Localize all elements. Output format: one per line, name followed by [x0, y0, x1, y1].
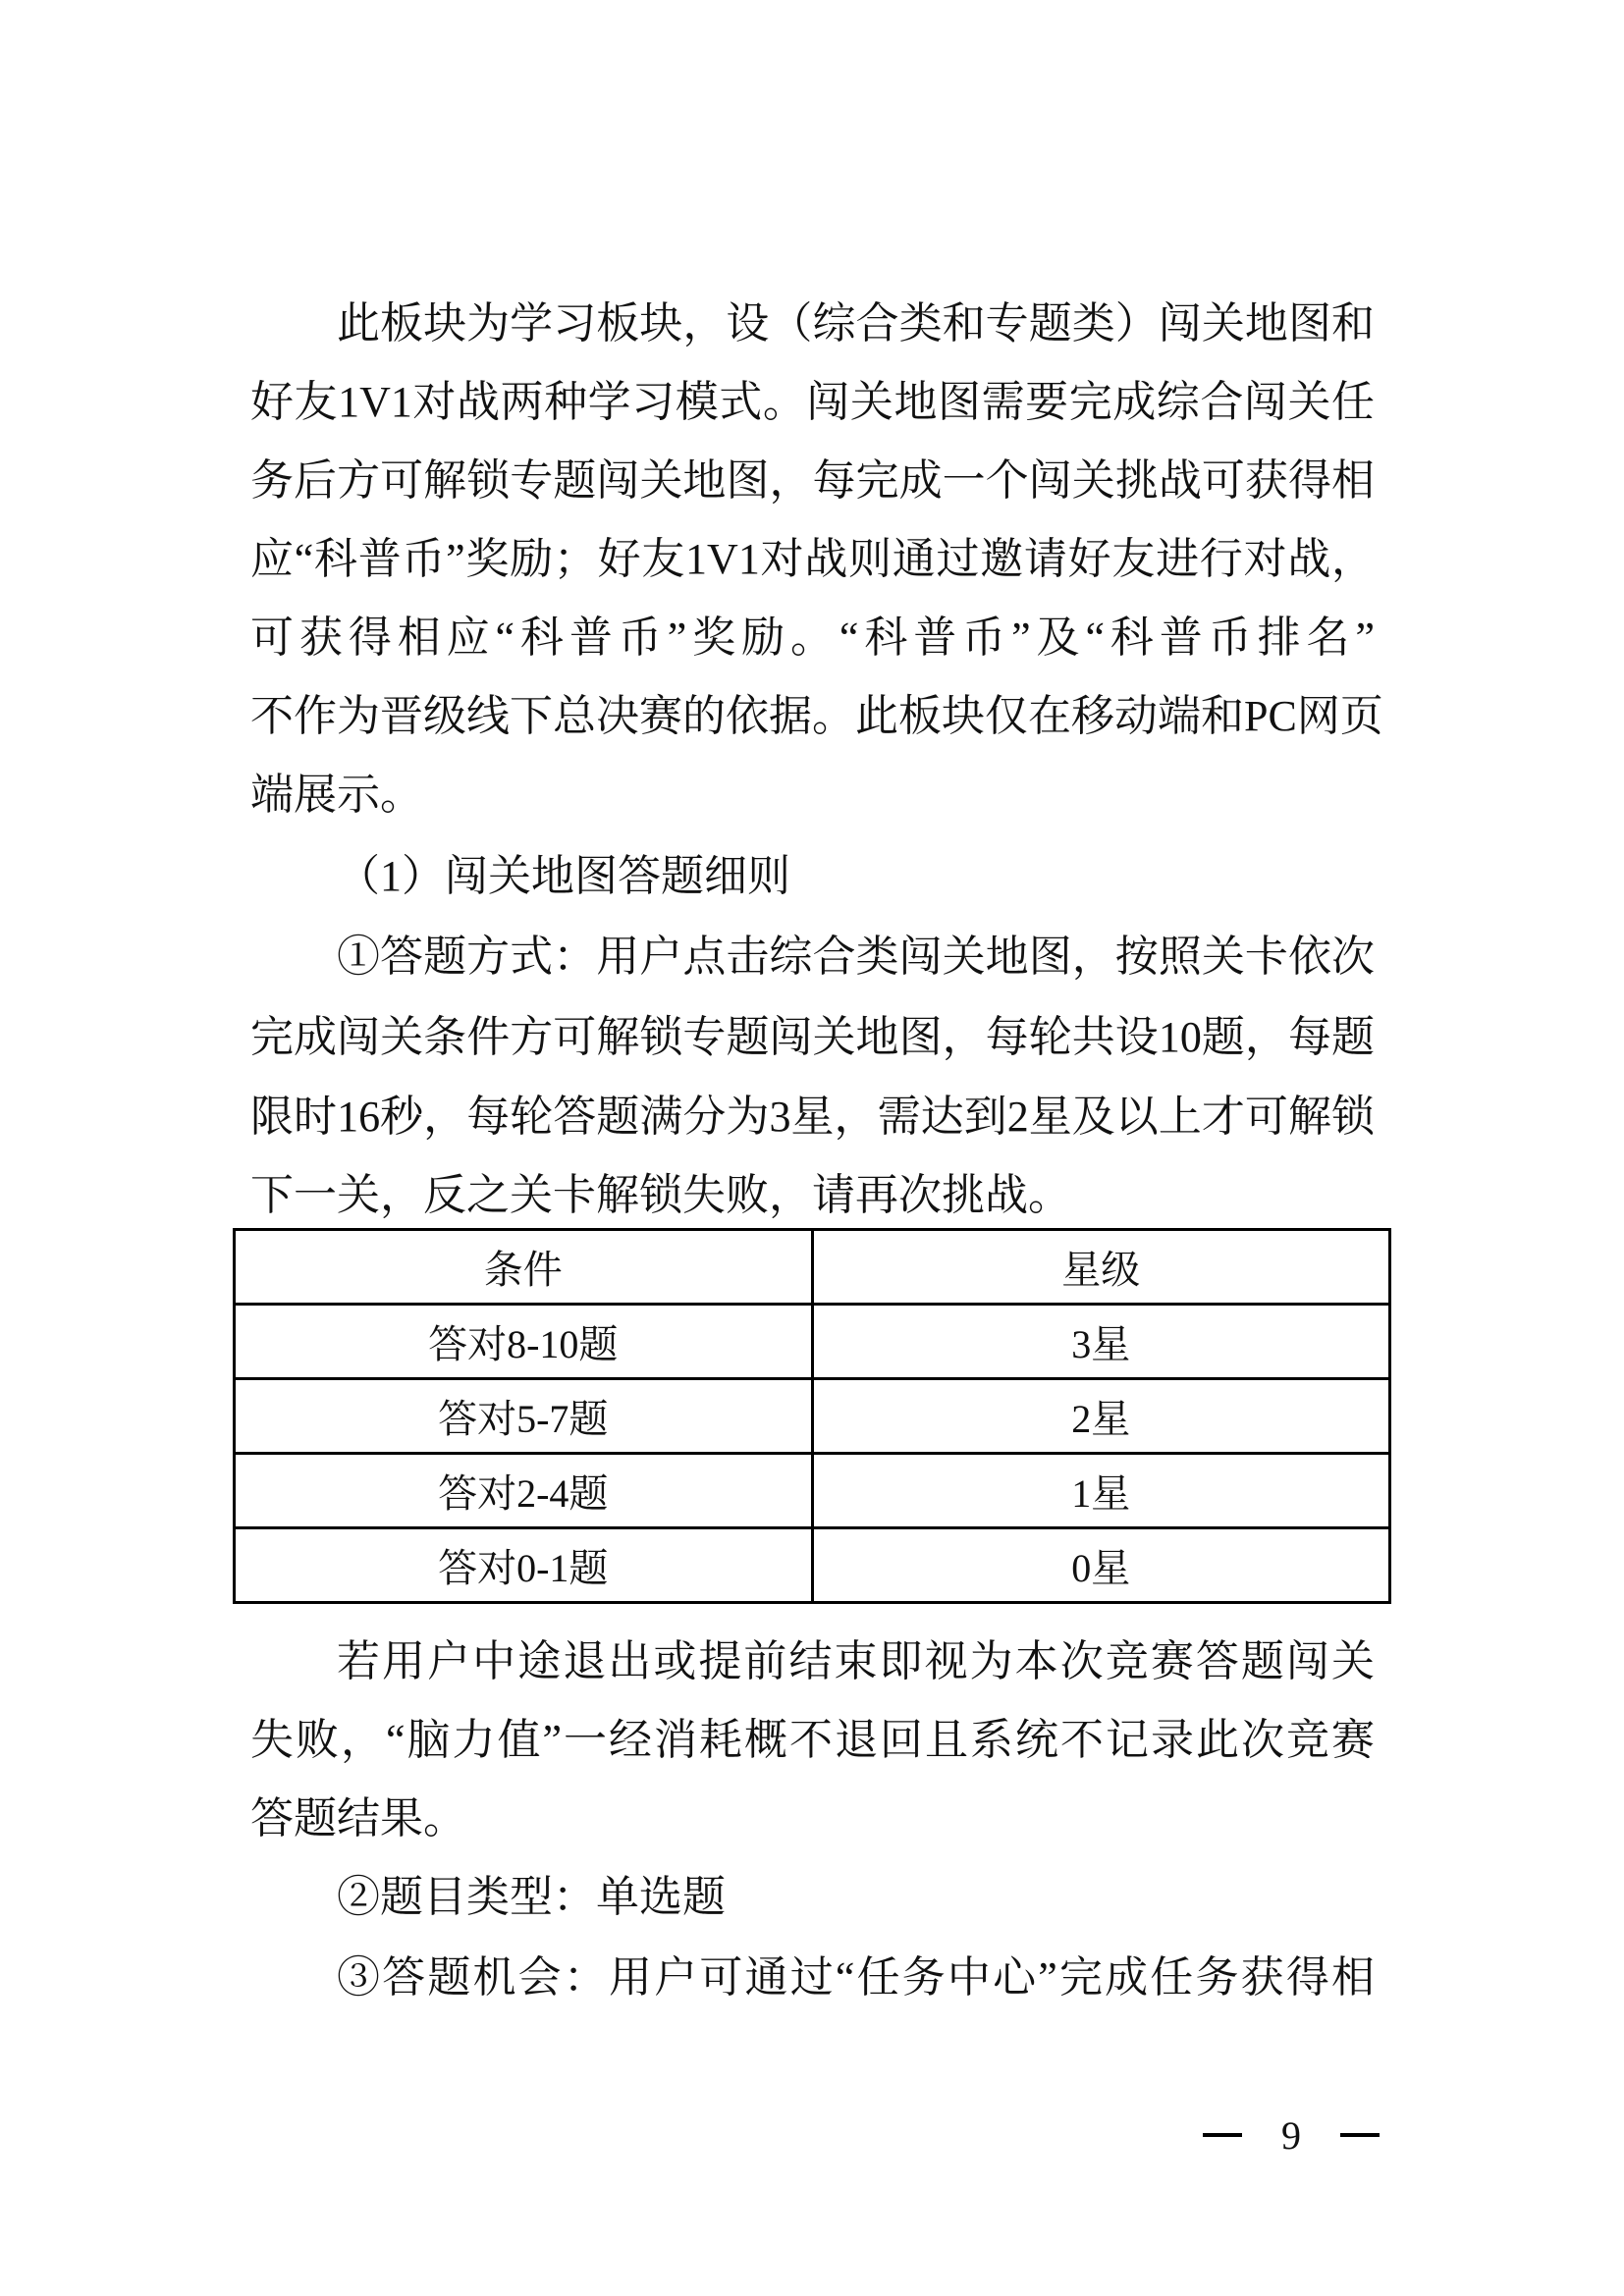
page-number [1203, 2110, 1380, 2160]
text-line: 不作为晋级线下总决赛的依据。此板块仅在移动端和PC网页 [250, 692, 1383, 740]
rule-answer-chances: ③答题机会：用户可通过“任务中心”完成任务获得相 [337, 1953, 1375, 2002]
page-number-value: 9 [1281, 2112, 1301, 2158]
text-line: 端展示。 [250, 771, 423, 819]
text-line: 若用户中途退出或提前结束即视为本次竞赛答题闯关 [337, 1637, 1375, 1685]
table-row [235, 1379, 1390, 1454]
dash-right-icon [1340, 2133, 1380, 2137]
star-rating-table [233, 1228, 1391, 1604]
table-cell-condition: 答对2-4题 [235, 1454, 813, 1528]
table-cell-condition: 答对0-1题 [235, 1528, 813, 1603]
table-cell-stars: 1星 [812, 1454, 1390, 1528]
column-header-condition: 条件 [235, 1230, 813, 1305]
table-row [235, 1305, 1390, 1379]
text-line: 可获得相应“科普币”奖励。“科普币”及“科普币排名” [250, 614, 1375, 662]
table-cell-stars: 2星 [812, 1379, 1390, 1454]
table-cell-condition: 答对8-10题 [235, 1305, 813, 1379]
dash-left-icon [1203, 2133, 1242, 2137]
table-cell-condition: 答对5-7题 [235, 1379, 813, 1454]
table-row [235, 1528, 1390, 1603]
table-cell-stars: 3星 [812, 1305, 1390, 1379]
text-line: 务后方可解锁专题闯关地图，每完成一个闯关挑战可获得相 [250, 456, 1375, 505]
text-line: 失败，“脑力值”一经消耗概不退回且系统不记录此次竞赛 [250, 1716, 1375, 1764]
text-line: 好友1V1对战两种学习模式。闯关地图需要完成综合闯关任 [250, 378, 1375, 426]
table-header-row [235, 1230, 1390, 1305]
table-cell-stars: 0星 [812, 1528, 1390, 1603]
text-line: ①答题方式：用户点击综合类闯关地图，按照关卡依次 [337, 933, 1375, 981]
text-line: 完成闯关条件方可解锁专题闯关地图，每轮共设10题，每题 [250, 1013, 1375, 1061]
text-line: 答题结果。 [250, 1794, 466, 1842]
text-line: 限时16秒，每轮答题满分为3星，需达到2星及以上才可解锁 [250, 1093, 1375, 1141]
text-line: 应“科普币”奖励；好友1V1对战则通过邀请好友进行对战， [250, 535, 1375, 583]
rule-question-type: ②题目类型：单选题 [337, 1873, 726, 1921]
table-row [235, 1454, 1390, 1528]
column-header-star-level: 星级 [812, 1230, 1390, 1305]
text-line: 下一关，反之关卡解锁失败，请再次挑战。 [250, 1171, 1071, 1219]
section-heading: （1）闯关地图答题细则 [337, 852, 790, 900]
text-line: 此板块为学习板块，设（综合类和专题类）闯关地图和 [337, 299, 1375, 347]
